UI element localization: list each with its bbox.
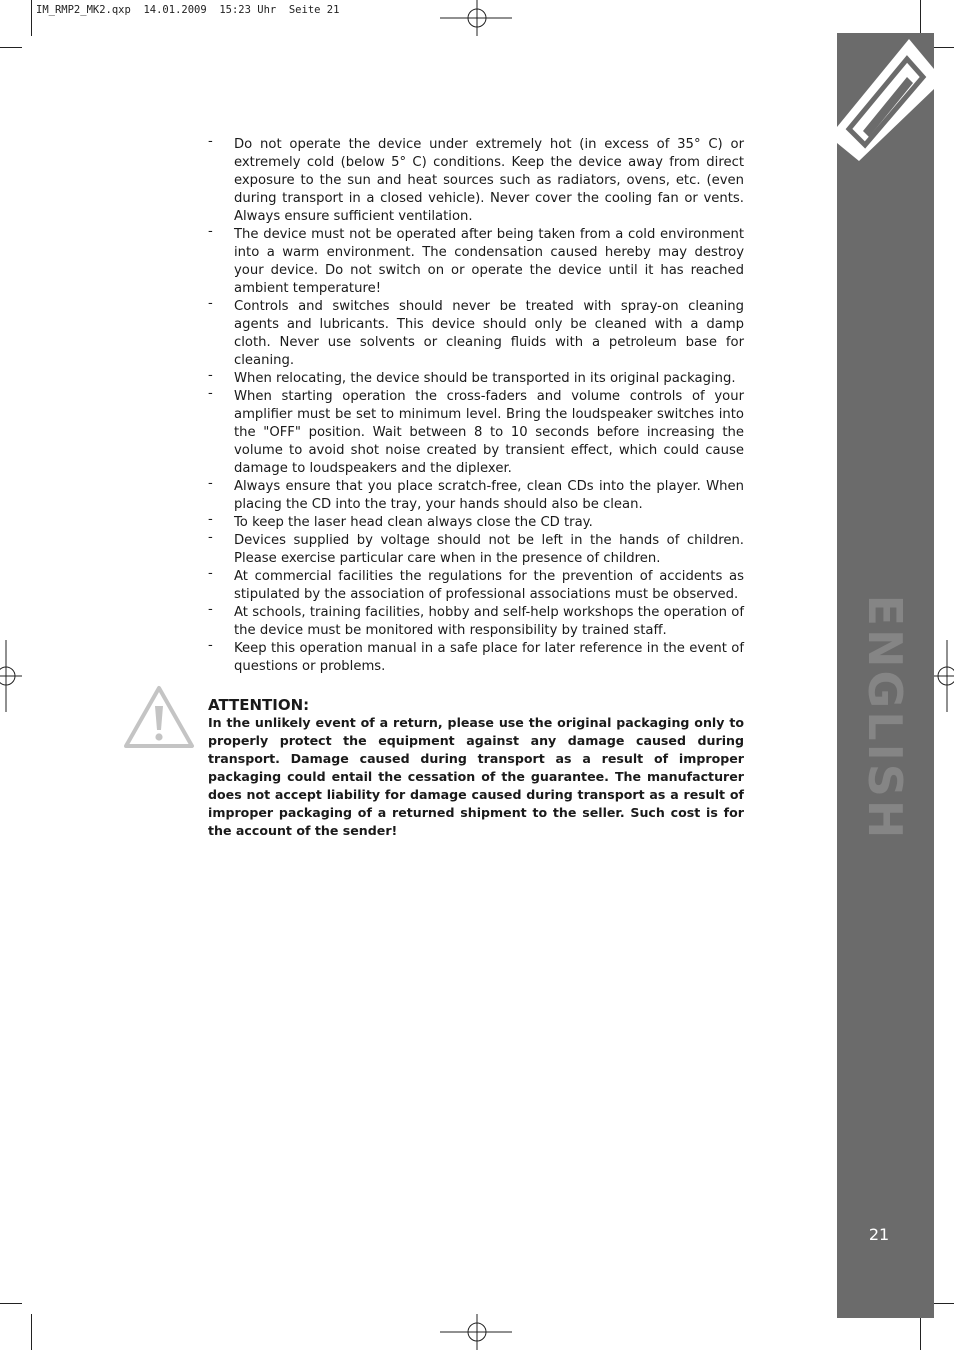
list-item: - When relocating, the device should be transported in its original packaging. <box>208 368 736 386</box>
registration-mark-bottom <box>440 1314 514 1350</box>
bullet-dash: - <box>208 512 213 527</box>
warning-triangle-icon <box>122 684 196 750</box>
safety-instructions-list <box>208 136 744 676</box>
bullet-dash: - <box>208 134 213 149</box>
bullet-dash: - <box>208 530 213 545</box>
list-item: - Always ensure that you place scratch-free, clean CDs into the player. When placing the CD into the tray, your hands should also be clean. <box>208 476 744 512</box>
bullet-dash: - <box>208 602 213 617</box>
registration-mark-right <box>932 640 954 712</box>
bullet-dash: - <box>208 296 213 311</box>
registration-mark-top <box>440 0 514 38</box>
bullet-dash: - <box>208 476 213 491</box>
bullet-dash: - <box>208 224 213 239</box>
list-item: - The device must not be operated after being taken from a cold environment into a warm environment. The condensation caused hereby may destroy your device. Do not switch on or operate the device until it has reached ambient temperature! <box>208 224 744 296</box>
list-item: - At schools, training facilities, hobby and self-help workshops the operation of the device must be monitored with responsibility by trained staff. <box>208 602 744 638</box>
main-content <box>208 136 744 840</box>
bullet-dash: - <box>208 368 213 383</box>
list-item: - At commercial facilities the regulations for the prevention of accidents as stipulated by the association of professional associations must be observed. <box>208 566 744 602</box>
brand-logo-icon <box>837 33 934 163</box>
language-sidebar <box>837 33 934 1318</box>
page-number: 21 <box>868 1225 890 1244</box>
list-item: - Keep this operation manual in a safe place for later reference in the event of questions or problems. <box>208 638 744 674</box>
language-label: ENGLISH <box>858 594 912 842</box>
list-item: - Devices supplied by voltage should not be left in the hands of children. Please exercise particular care when in the presence of children. <box>208 530 744 566</box>
list-item: - Controls and switches should never be treated with spray-on cleaning agents and lubricants. This device should only be cleaned with a damp cloth. Never use solvents or cleaning fluids with a petroleum base for cleaning. <box>208 296 744 368</box>
registration-mark-left <box>0 640 24 712</box>
attention-text: In the unlikely event of a return, please use the original packaging only to properly protect the equipment against any damage caused during transport. Damage caused during transport as a result of improper packaging could entail the cessation of the guarantee. The manufacturer does not accept liability for damage caused during transport as a result of improper packaging of a returned shipment to the seller. Such cost is for the account of the sender! <box>208 715 744 838</box>
bullet-dash: - <box>208 566 213 581</box>
list-item: - When starting operation the cross-faders and volume controls of your amplifier must be set to minimum level. Bring the loudspeaker switches into the "OFF" position. Wait between 8 to 10 seconds before increasing the volume to avoid shot noise created by transient effect, which could cause damage to loudspeakers and the diplexer. <box>208 386 744 476</box>
list-item: - To keep the laser head clean always close the CD tray. <box>208 512 593 530</box>
attention-heading: ATTENTION: <box>208 696 310 714</box>
list-item: - Do not operate the device under extremely hot (in excess of 35° C) or extremely cold (below 5° C) conditions. Keep the device away from direct exposure to the sun and heat sources such as radiators, ovens, etc. (even during transport in a closed vehicle). Never cover the cooling fan or vents. Always ensure sufficient ventilation. <box>208 134 744 224</box>
print-slug: IM_RMP2_MK2.qxp 14.01.2009 15:23 Uhr Seite 21 <box>36 4 340 16</box>
bullet-dash: - <box>208 386 213 401</box>
bullet-dash: - <box>208 638 213 653</box>
